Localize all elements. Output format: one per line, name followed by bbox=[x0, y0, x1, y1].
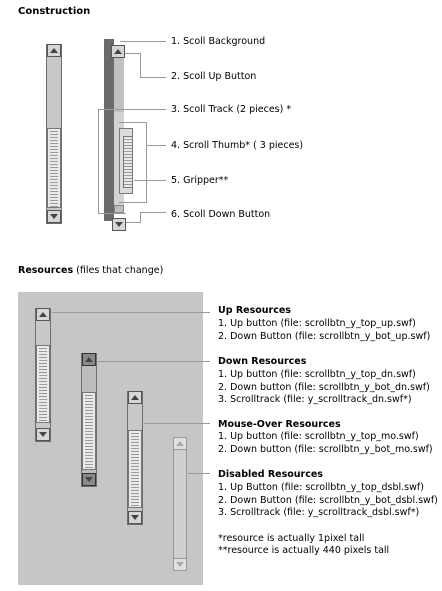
track-bracket-top bbox=[98, 109, 166, 110]
up-arrow-icon bbox=[50, 48, 58, 53]
label-gripper: 5. Gripper** bbox=[171, 175, 229, 186]
label-scroll-up-button: 2. Scoll Up Button bbox=[171, 71, 257, 82]
scroll-thumb[interactable] bbox=[128, 430, 142, 508]
scroll-thumb[interactable] bbox=[82, 392, 96, 470]
disabled-resources-line-2: 2. Down Button (file: scrollbtn_y_bot_dsbl.swf) bbox=[218, 495, 438, 506]
down-arrow-icon bbox=[50, 214, 58, 219]
scroll-down-button[interactable] bbox=[82, 473, 96, 486]
up-arrow-icon bbox=[176, 441, 184, 446]
label-scroll-down-button: 6. Scoll Down Button bbox=[171, 209, 271, 220]
scroll-up-button bbox=[173, 437, 187, 450]
down-button-piece bbox=[112, 218, 126, 231]
note-2: **resource is actually 440 pixels tall bbox=[218, 545, 390, 556]
note-1: *resource is actually 1pixel tall bbox=[218, 533, 365, 544]
down-arrow-icon bbox=[85, 477, 93, 482]
mouseover-resources-line-1: 1. Up button (file: scrollbtn_y_top_mo.swf) bbox=[218, 431, 419, 442]
leader-line-5 bbox=[134, 180, 166, 181]
label-scroll-track: 3. Scoll Track (2 pieces) * bbox=[171, 104, 292, 115]
leader-line-6a bbox=[126, 222, 140, 223]
track-bracket-bottom bbox=[98, 213, 126, 214]
mouseover-resources-line-2: 2. Down button (file: scrollbtn_y_bot_mo.swf) bbox=[218, 444, 433, 455]
leader-line-6b bbox=[140, 212, 141, 223]
resources-title bbox=[18, 265, 163, 276]
resources-subtitle: (files that change) bbox=[76, 265, 164, 276]
label-scroll-thumb: 4. Scroll Thumb* ( 3 pieces) bbox=[171, 140, 304, 151]
scroll-down-button[interactable] bbox=[47, 210, 61, 223]
disabled-resources-line-1: 1. Up Button (file: scrollbtn_y_top_dsbl.swf) bbox=[218, 482, 424, 493]
leader-line-2a bbox=[125, 53, 141, 54]
up-arrow-icon bbox=[114, 49, 122, 54]
up-resources-heading: Up Resources bbox=[218, 305, 291, 316]
disabled-resources-heading: Disabled Resources bbox=[218, 469, 323, 480]
scroll-down-button[interactable] bbox=[128, 511, 142, 524]
scroll-track bbox=[173, 437, 187, 571]
down-resources-line-3: 3. Scrolltrack (file: y_scrolltrack_dn.swf*) bbox=[218, 394, 412, 405]
pointer-down bbox=[98, 361, 210, 362]
up-resources-line-2: 2. Down Button (file: scrollbtn_y_bot_up.swf) bbox=[218, 331, 431, 342]
leader-line-2b bbox=[140, 53, 141, 77]
scroll-down-button bbox=[173, 558, 187, 571]
resources-title-bold: Resources bbox=[18, 265, 74, 276]
up-arrow-icon bbox=[85, 357, 93, 362]
scroll-track-piece-small bbox=[114, 205, 124, 213]
scroll-up-button[interactable] bbox=[128, 391, 142, 404]
gripper-piece bbox=[123, 136, 133, 188]
up-arrow-icon bbox=[39, 312, 47, 317]
pointer-disabled bbox=[188, 473, 210, 474]
leader-line-6c bbox=[140, 212, 166, 213]
disabled-resources-line-3: 3. Scrolltrack (file: y_scrolltrack_dsbl.swf*) bbox=[218, 507, 420, 518]
leader-line-4 bbox=[146, 145, 166, 146]
down-arrow-icon bbox=[39, 432, 47, 437]
pointer-up bbox=[52, 312, 210, 313]
thumb-bracket-top bbox=[119, 122, 147, 123]
down-arrow-icon bbox=[176, 562, 184, 567]
leader-line-1 bbox=[120, 41, 166, 42]
down-arrow-icon bbox=[115, 222, 123, 227]
up-button-piece bbox=[111, 45, 125, 58]
leader-line-2c bbox=[140, 77, 166, 78]
thumb-bracket-bottom bbox=[119, 202, 147, 203]
scroll-track-piece bbox=[114, 58, 124, 112]
label-scroll-background: 1. Scoll Background bbox=[171, 36, 266, 47]
scroll-up-button[interactable] bbox=[36, 308, 50, 321]
scroll-background-piece bbox=[104, 39, 114, 221]
track-bracket-side bbox=[98, 109, 99, 214]
mouseover-resources-heading: Mouse-Over Resources bbox=[218, 419, 341, 430]
scroll-up-button[interactable] bbox=[47, 44, 61, 57]
thumb-bracket-side bbox=[146, 122, 147, 202]
pointer-mouseover bbox=[144, 423, 210, 424]
down-resources-heading: Down Resources bbox=[218, 356, 307, 367]
scroll-down-button[interactable] bbox=[36, 428, 50, 441]
down-arrow-icon bbox=[131, 515, 139, 520]
down-resources-line-1: 1. Up button (file: scrollbtn_y_top_dn.swf) bbox=[218, 369, 416, 380]
scroll-thumb[interactable] bbox=[36, 345, 50, 423]
down-resources-line-2: 2. Down button (file: scrollbtn_y_bot_dn.swf) bbox=[218, 382, 430, 393]
construction-title: Construction bbox=[18, 6, 91, 17]
up-arrow-icon bbox=[131, 395, 139, 400]
scroll-thumb[interactable] bbox=[47, 128, 61, 208]
up-resources-line-1: 1. Up button (file: scrollbtn_y_top_up.swf) bbox=[218, 318, 416, 329]
scroll-up-button[interactable] bbox=[82, 353, 96, 366]
